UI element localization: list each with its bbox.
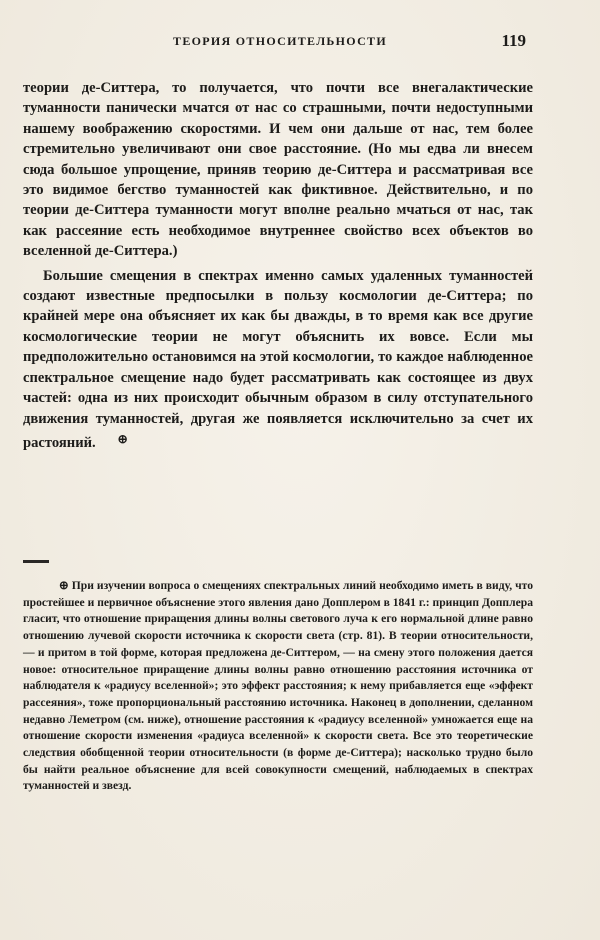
main-text xyxy=(23,78,533,453)
footnote-paragraph xyxy=(23,578,533,795)
footnote xyxy=(23,578,533,795)
body-paragraph-1: теории де-Ситтера, то получается, что почти все внегалактические туманности панически мчатся от нас со страшными, почти недоступными нашему воображению скоростями. И чем они дальше от нас, тем более стремительно увеличивают они свое расстояние. (Но мы едва ли внесем сюда большое упрощение, приняв теорию де-Ситтера и рассматривая все это видимое бегство туманностей как фиктивное. Действительно, и по теории де-Ситтера туманности могут вполне реально мчаться от нас, так как рассеяние есть необходимое внутреннее свойство всех объектов во вселенной де-Ситтера.) xyxy=(23,80,533,260)
footnote-marker-icon: ⊕ xyxy=(59,579,69,592)
running-title: ТЕОРИЯ ОТНОСИТЕЛЬНОСТИ xyxy=(173,34,387,48)
running-head xyxy=(0,31,600,54)
footnote-divider xyxy=(23,560,49,563)
footnote-text: При изучении вопроса о смещениях спектральных линий необходимо иметь в виду, что простейшее и первичное объяснение этого явления дано Допплером в 1841 г.: принцип Допплера гласит, что отношение приращения длины волны светового луча к его нормальной длине равно отношению лучевой скорости источника к скорости света (стр. 81). В теории относительности, — и притом в той форме, которая предложена де-Ситтером, — на смену этого положения дается новое: относительное приращение длины волны равно отношению расстояния источника от наблюдателя к «радиусу вселенной»; это эффект расстояния; к нему прибавляется еще «эффект рассеяния», тоже пропорциональный расстоянию источника. Наконец в дополнении, сделанном недавно Леметром (см. ниже), отношение расстояния к «радиусу вселенной» умножается еще на отношение скорости изменения «радиуса вселенной» к скорости света. Все это теоретические следствия обобщенной теории относительности (в форме де-Ситтера); насколько трудно было бы найти реальное объяснение для всей совокупности смещений, наблюдаемых в спектрах туманностей и звезд. xyxy=(23,579,533,793)
page-number: 119 xyxy=(501,31,526,50)
footnote-reference-icon: ⊕ xyxy=(117,431,128,446)
body-paragraph-2-text: Большие смещения в спектрах именно самых удаленных туманностей создают известные предпосылки в пользу космологии де-Ситтера; по крайней мере она объясняет их как бы дважды, в то время как все другие космологические теории не могут объяснить их вовсе. Если мы предположительно остановимся на этой космологии, то каждое наблюденное спектральное смещение надо будет рассматривать как состоящее из двух частей: одна из них происходит обычным образом в силу отступательного движения туманностей, другая же появляется исключительно за счет их растояний. xyxy=(23,267,533,451)
body-paragraph-2 xyxy=(23,266,533,454)
